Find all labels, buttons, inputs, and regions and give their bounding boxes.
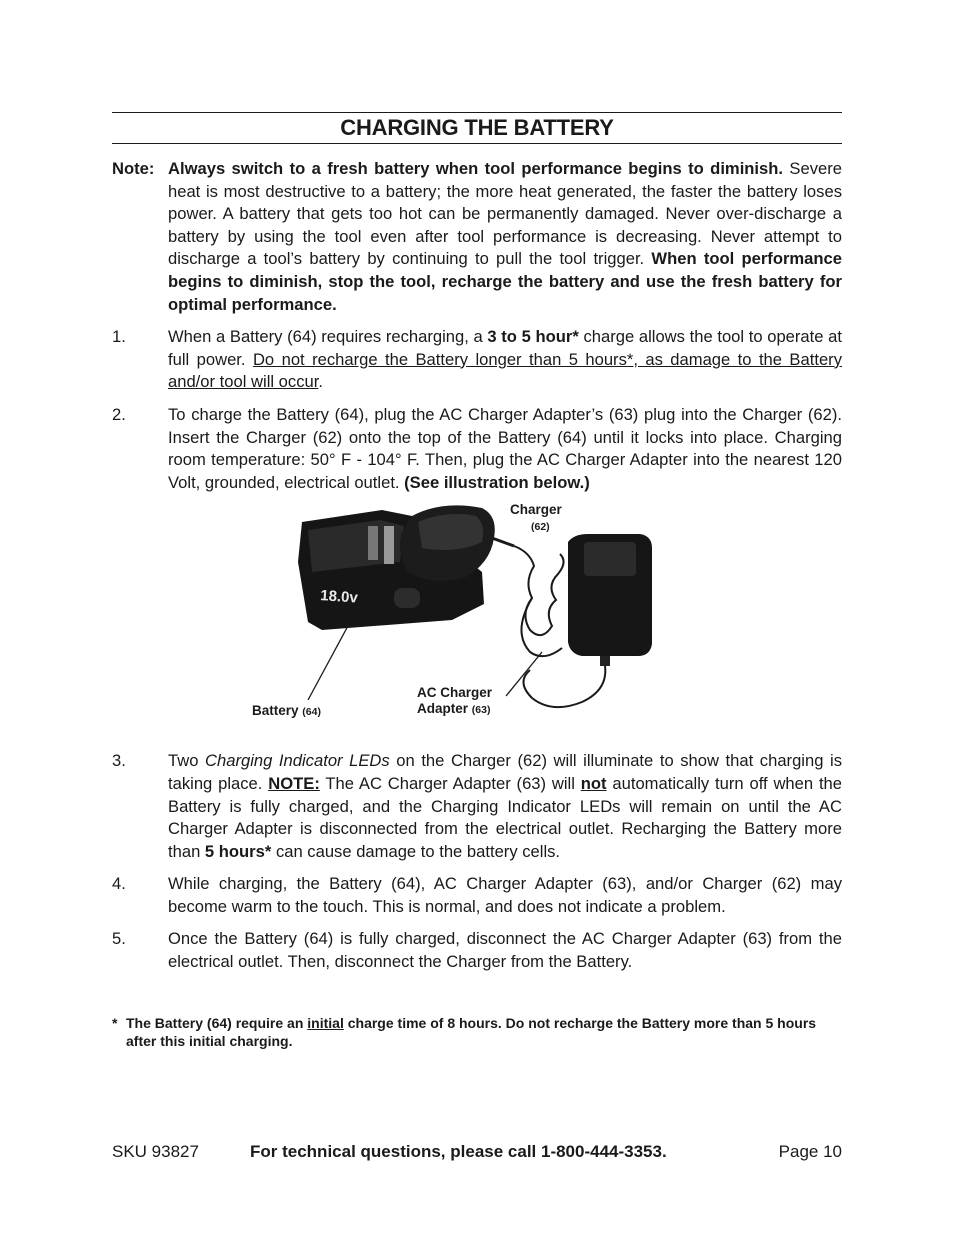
battery-label-text: Battery [252, 703, 299, 719]
list-item-4 [112, 873, 842, 918]
adapter-label-line2: Adapter [417, 701, 469, 717]
adapter-label-line1: AC Charger [417, 685, 493, 701]
item-italic: Charging Indicator LEDs [205, 751, 390, 771]
item-number: 1. [112, 327, 126, 347]
list-item-2 [112, 404, 842, 494]
footer-tech-support: For technical questions, please call 1-800-444-3353. [250, 1142, 667, 1161]
item-body: Once the Battery (64) is fully charged, disconnect the AC Charger Adapter (63) from the electrical outlet. Then, disconnect the Charger from the Battery. [168, 929, 842, 972]
item-body [168, 404, 842, 494]
charging-illustration [112, 502, 842, 740]
adapter-number: (63) [471, 704, 491, 717]
item-body [168, 326, 842, 394]
item-bold: 3 to 5 hour* [487, 327, 579, 347]
item-text: Two [168, 751, 206, 771]
item-text: The AC Charger Adapter (63) will [319, 773, 581, 793]
item-text: When a Battery (64) requires recharging, a [168, 327, 488, 347]
charger-number: (62) [531, 521, 550, 534]
note-body [168, 158, 842, 316]
footnote-body [126, 1014, 842, 1051]
charger-label [510, 502, 562, 535]
note-text: Severe heat is most destructive to a battery; the more heat generated, the faster the battery loses power. A battery that gets too hot can be permanently damaged. Never over-discharge a battery by using the tool even after tool performance is decreasing. Never attempt to discharge a tool’s battery by continuing to pull the tool trigger. [168, 159, 842, 269]
item-bold: (See illustration below.) [404, 472, 590, 492]
item-number: 4. [112, 874, 126, 894]
item-text: automatically turn off when the Battery is fully charged, and the Charging Indicator LEDs will remain on until the AC Charger Adapter is disconnected from the electrical outlet. Recharging the Battery more than [168, 773, 843, 861]
item-number: 3. [112, 751, 126, 771]
item-bold: 5 hours* [204, 841, 272, 861]
item-text: To charge the Battery (64), plug the AC Charger Adapter’s (63) plug into the Charger (62). Insert the Charger (62) onto the top of the Battery (64) until it locks into place. Charging room temperature: 50° F - 104° F. Then, plug the AC Charger Adapter into the nearest 120 Volt, grounded, electrical outlet. [168, 404, 842, 492]
footnote [112, 1014, 842, 1051]
item-text: on the Charger (62) will illuminate to show that charging is taking place. [168, 751, 843, 793]
title-bottom-rule [112, 143, 842, 144]
title-top-rule [112, 112, 842, 113]
page-footer [112, 1142, 842, 1166]
list-item-3 [112, 750, 842, 863]
footnote-text: charge time of 8 hours. Do not recharge the Battery more than 5 hours after this initial charging. [126, 1014, 817, 1050]
item-number: 2. [112, 404, 126, 424]
item-number: 5. [112, 929, 126, 949]
item-text: can cause damage to the battery cells. [271, 841, 561, 861]
battery-voltage-text: 18.0v [319, 587, 359, 607]
footnote-star: * [112, 1014, 118, 1031]
battery-label [252, 703, 321, 720]
item-text: . [318, 372, 323, 392]
note-bold-end: When tool performance begins to diminish, stop the tool, recharge the battery and use the fresh battery for optimal performance. [168, 249, 842, 314]
note-label: Note: [112, 159, 155, 178]
item-underline: Do not recharge the Battery longer than 5 hours*, as damage to the Battery and/or tool will occur [168, 349, 842, 392]
charger-label-text: Charger [510, 502, 562, 518]
footnote-underline: initial [307, 1014, 344, 1031]
item-body: While charging, the Battery (64), AC Charger Adapter (63), and/or Charger (62) may become warm to the touch. This is normal, and does not indicate a problem. [168, 874, 842, 916]
note-lead: Always switch to a fresh battery when tool performance begins to diminish. [168, 159, 784, 178]
manual-page [112, 112, 842, 1051]
item-not-emphasis: not [580, 773, 607, 793]
list-item-5 [112, 928, 842, 973]
battery-number: (64) [302, 706, 321, 719]
page-title: CHARGING THE BATTERY [340, 115, 614, 140]
item-body [168, 750, 842, 863]
adapter-label [417, 685, 492, 718]
footnote-text: The Battery (64) require an [126, 1014, 308, 1031]
footer-sku: SKU 93827 [112, 1142, 199, 1161]
item-text: charge allows the tool to operate at full power. [168, 327, 842, 369]
list-item-1 [112, 326, 842, 394]
note-block [112, 158, 842, 316]
item-note-label: NOTE: [268, 773, 320, 793]
footer-page-number: Page 10 [778, 1142, 842, 1161]
